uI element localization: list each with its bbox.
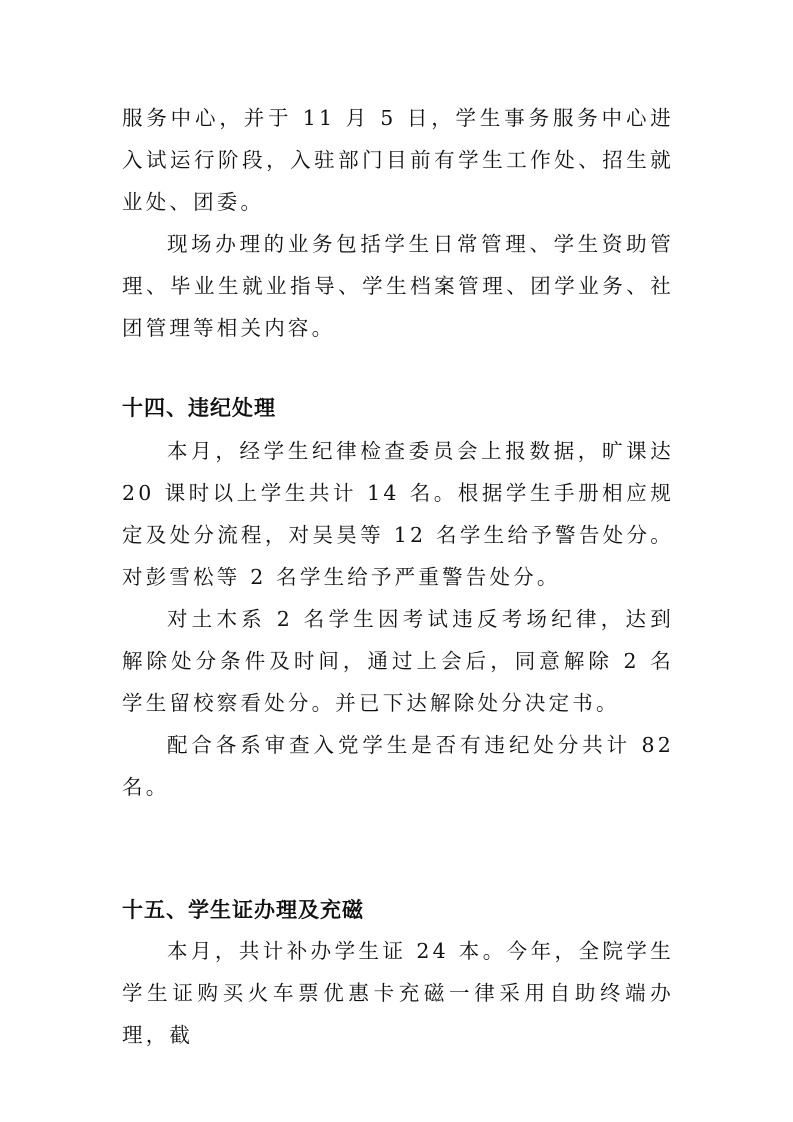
party-review-paragraph: 配合各系审查入党学生是否有违纪处分共计 82 名。 bbox=[122, 733, 674, 799]
section-14-body bbox=[122, 430, 674, 808]
onsite-services-paragraph: 现场办理的业务包括学生日常管理、学生资助管理、毕业生就业指导、学生档案管理、团学业务、社团管理等相关内容。 bbox=[122, 232, 674, 340]
student-id-card-paragraph: 本月，共计补办学生证 24 本。今年，全院学生学生证购买火车票优惠卡充磁一律采用自助终端办理，截 bbox=[122, 939, 674, 1047]
revoke-penalty-paragraph: 对土木系 2 名学生因考试违反考场纪律，达到解除处分条件及时间，通过上会后，同意解除 2 名学生留校察看处分。并已下达解除处分决定书。 bbox=[122, 607, 674, 715]
section-13-body bbox=[122, 97, 674, 349]
section-14-heading: 十四、违纪处理 bbox=[122, 396, 276, 420]
section-15-heading: 十五、学生证办理及充磁 bbox=[122, 898, 364, 922]
truancy-disciplinary-paragraph: 本月，经学生纪律检查委员会上报数据，旷课达 20 课时以上学生共计 14 名。根据学生手册相应规定及处分流程，对吴昊等 12 名学生给予警告处分。对彭雪松等 2 名学生给予严重警告处分。 bbox=[122, 439, 674, 589]
student-service-center-paragraph: 服务中心，并于 11 月 5 日，学生事务服务中心进入试运行阶段，入驻部门目前有学生工作处、招生就业处、团委。 bbox=[122, 106, 674, 214]
section-15-body bbox=[122, 930, 674, 1056]
